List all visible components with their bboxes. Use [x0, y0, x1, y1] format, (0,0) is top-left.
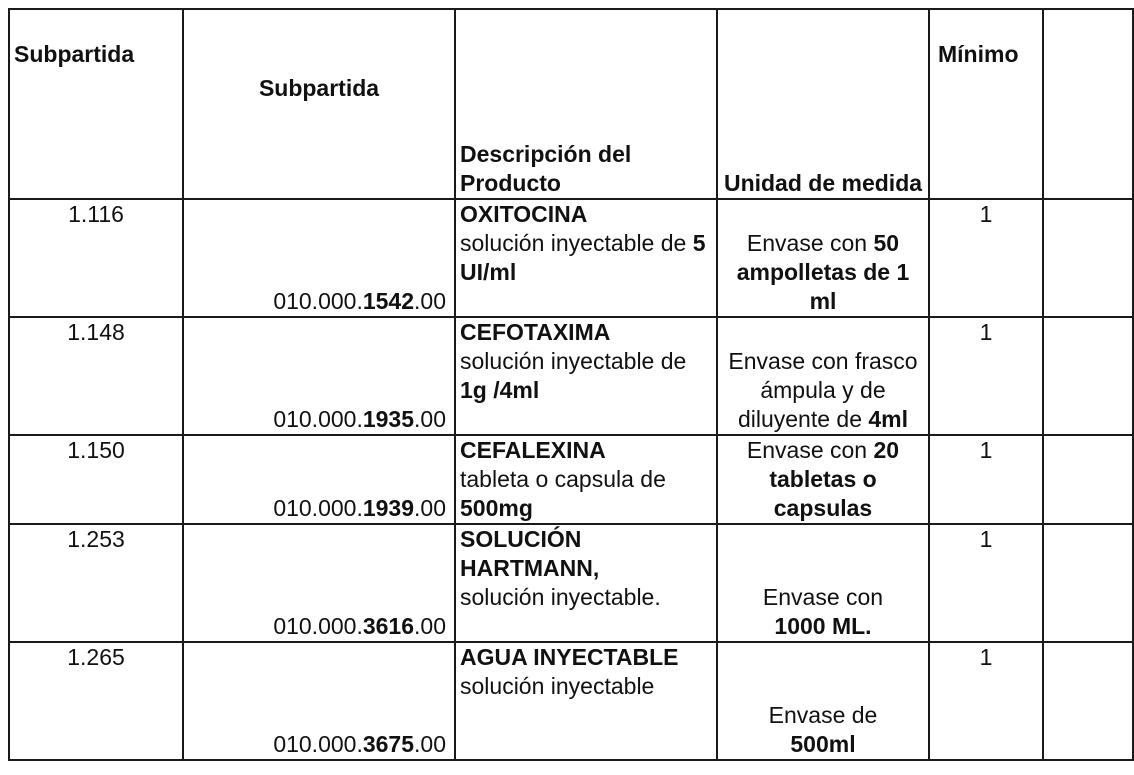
- product-text: solución inyectable de: [460, 348, 687, 374]
- description-cell: [455, 524, 717, 642]
- code-cell: [183, 435, 455, 524]
- table-row: [9, 317, 1133, 435]
- product-name: CEFOTAXIMA: [460, 319, 611, 345]
- product-text: solución inyectable.: [460, 584, 661, 610]
- unit-text: Envase con: [762, 584, 884, 610]
- header-subpartida-2: Subpartida: [183, 9, 455, 199]
- code-suffix: .00: [414, 613, 446, 639]
- unit-cell: [717, 435, 929, 524]
- minimum-cell: 1: [929, 199, 1043, 317]
- code-prefix: 010.000.: [273, 495, 363, 521]
- header-minimo: Mínimo: [929, 9, 1043, 199]
- extra-cell: [1043, 524, 1133, 642]
- code-prefix: 010.000.: [273, 406, 363, 432]
- minimum-cell: 1: [929, 642, 1043, 760]
- product-dose: 500mg: [460, 495, 533, 521]
- subpartida-cell: 1.116: [9, 199, 183, 317]
- extra-cell: [1043, 317, 1133, 435]
- header-descripcion: Descripción del Producto: [455, 9, 717, 199]
- unit-cell: [717, 199, 929, 317]
- subpartida-cell: 1.150: [9, 435, 183, 524]
- unit-text: Envase con: [746, 437, 874, 463]
- table-row: [9, 524, 1133, 642]
- code-prefix: 010.000.: [273, 613, 363, 639]
- description-cell: [455, 435, 717, 524]
- code-cell: [183, 199, 455, 317]
- table-row: [9, 642, 1133, 760]
- unit-text: Envase de: [768, 702, 878, 728]
- table-row: [9, 435, 1133, 524]
- code-prefix: 010.000.: [273, 288, 363, 314]
- code-cell: [183, 524, 455, 642]
- subpartida-cell: 1.148: [9, 317, 183, 435]
- code-cell: [183, 642, 455, 760]
- code-bold: 3616: [362, 613, 415, 639]
- description-cell: [455, 642, 717, 760]
- minimum-cell: 1: [929, 524, 1043, 642]
- product-name: OXITOCINA: [460, 201, 588, 227]
- unit-text: Envase con: [746, 230, 874, 256]
- unit-cell: [717, 642, 929, 760]
- product-text: tableta o capsula de: [460, 466, 666, 492]
- extra-cell: [1043, 642, 1133, 760]
- unit-bold: 500ml: [790, 731, 856, 757]
- description-cell: [455, 199, 717, 317]
- code-suffix: .00: [414, 731, 446, 757]
- code-bold: 1935: [362, 406, 415, 432]
- header-extra: [1043, 9, 1133, 199]
- extra-cell: [1043, 435, 1133, 524]
- product-text: solución inyectable: [460, 673, 655, 699]
- product-name: AGUA INYECTABLE: [460, 644, 679, 670]
- product-dose: 1g /4ml: [460, 377, 540, 403]
- unit-bold: 50 ampolletas de 1 ml: [736, 230, 910, 314]
- unit-cell: [717, 524, 929, 642]
- header-unidad: Unidad de medida: [717, 9, 929, 199]
- unit-bold: 4ml: [868, 406, 909, 432]
- table-row: [9, 199, 1133, 317]
- code-bold: 1939: [362, 495, 415, 521]
- extra-cell: [1043, 199, 1133, 317]
- product-text: solución inyectable de: [460, 230, 693, 256]
- minimum-cell: 1: [929, 435, 1043, 524]
- minimum-cell: 1: [929, 317, 1043, 435]
- product-name: CEFALEXINA: [460, 437, 606, 463]
- header-subpartida-1: Subpartida: [9, 9, 183, 199]
- code-prefix: 010.000.: [273, 731, 363, 757]
- unit-bold: 1000 ML.: [774, 613, 872, 639]
- unit-cell: [717, 317, 929, 435]
- subpartida-cell: 1.253: [9, 524, 183, 642]
- product-table: [8, 8, 1134, 761]
- product-dose: 5 UI/ml: [460, 230, 706, 285]
- unit-bold: 20 tabletas o capsulas: [769, 437, 900, 521]
- header-row: [9, 9, 1133, 199]
- subpartida-cell: 1.265: [9, 642, 183, 760]
- description-cell: [455, 317, 717, 435]
- code-bold: 1542: [362, 288, 415, 314]
- code-bold: 3675: [362, 731, 415, 757]
- unit-text: Envase con frasco ámpula y de diluyente de: [728, 348, 918, 432]
- code-cell: [183, 317, 455, 435]
- code-suffix: .00: [414, 495, 446, 521]
- product-name: SOLUCIÓN HARTMANN,: [460, 526, 600, 581]
- code-suffix: .00: [414, 406, 446, 432]
- code-suffix: .00: [414, 288, 446, 314]
